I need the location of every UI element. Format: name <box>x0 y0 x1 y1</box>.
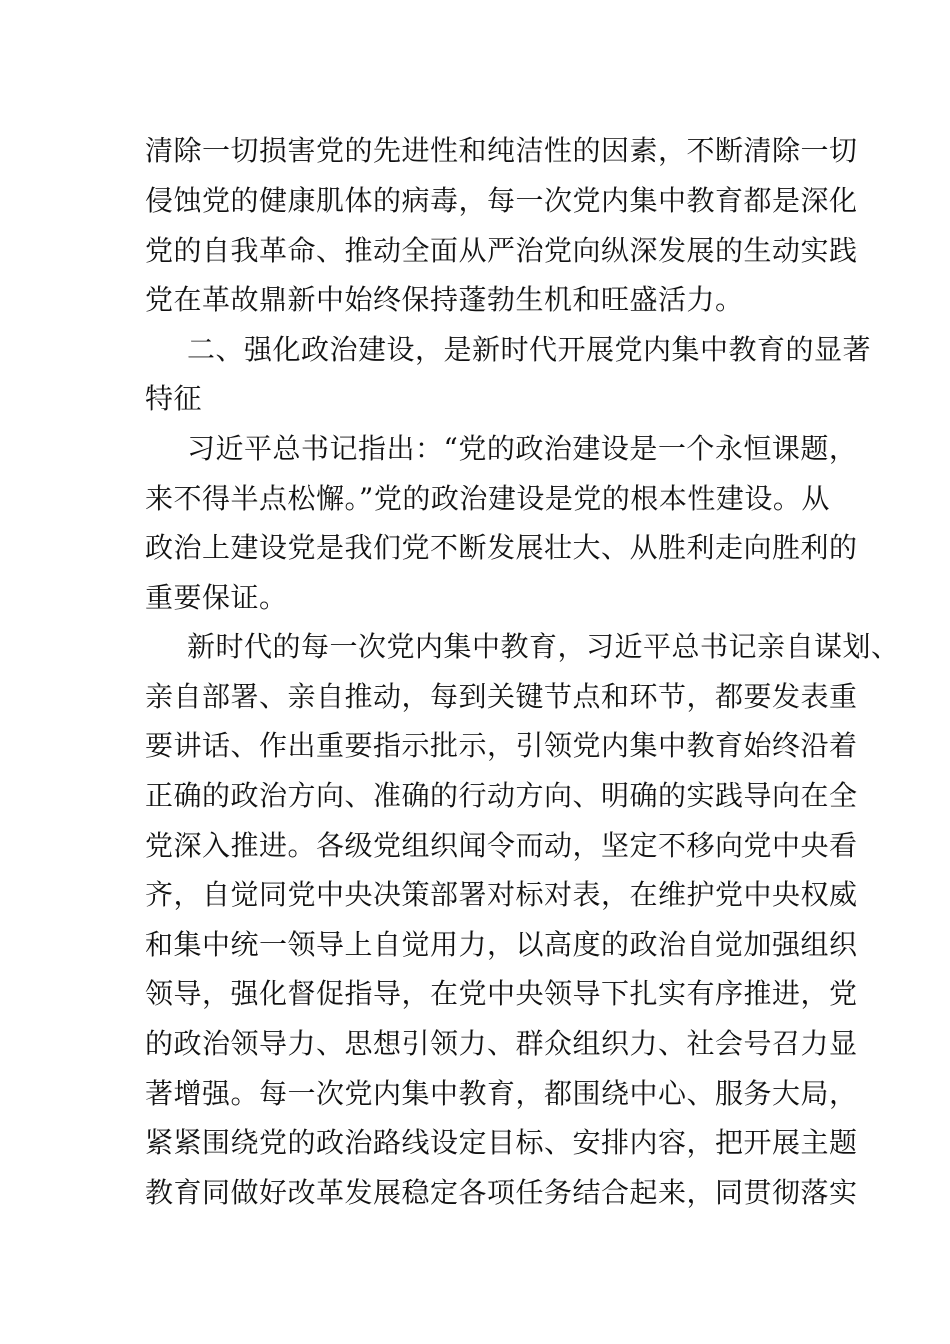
text-line: 齐，自觉同党中央决策部署对标对表，在维护党中央权威 <box>145 878 858 911</box>
section-heading-line: 特征 <box>145 382 203 415</box>
text-line: 党深入推进。各级党组织闻令而动，坚定不移向党中央看 <box>145 829 858 862</box>
text-line: 的政治领导力、思想引领力、群众组织力、社会号召力显 <box>145 1027 858 1060</box>
text-line: 政治上建设党是我们党不断发展壮大、从胜利走向胜利的 <box>145 531 858 564</box>
text-line: 清除一切损害党的先进性和纯洁性的因素，不断清除一切 <box>145 134 858 167</box>
text-line: 紧紧围绕党的政治路线设定目标、安排内容，把开展主题 <box>145 1126 858 1159</box>
text-line: 党在革故鼎新中始终保持蓬勃生机和旺盛活力。 <box>145 283 744 316</box>
section-heading-line: 二、强化政治建设，是新时代开展党内集中教育的显著 <box>187 333 872 366</box>
text-line: 正确的政治方向、准确的行动方向、明确的实践导向在全 <box>145 779 858 812</box>
text-line: 党的自我革命、推动全面从严治党向纵深发展的生动实践 <box>145 234 858 267</box>
text-line: 来不得半点松懈。”党的政治建设是党的根本性建设。从 <box>145 482 830 515</box>
text-line: 著增强。每一次党内集中教育，都围绕中心、服务大局， <box>145 1077 858 1110</box>
text-line: 领导，强化督促指导，在党中央领导下扎实有序推进，党 <box>145 977 858 1010</box>
text-line: 新时代的每一次党内集中教育，习近平总书记亲自谋划、 <box>187 630 900 663</box>
text-line: 要讲话、作出重要指示批示，引领党内集中教育始终沿着 <box>145 729 858 762</box>
text-line: 亲自部署、亲自推动，每到关键节点和环节，都要发表重 <box>145 680 858 713</box>
text-line: 重要保证。 <box>145 581 288 614</box>
text-line: 侵蚀党的健康肌体的病毒，每一次党内集中教育都是深化 <box>145 184 858 217</box>
text-line: 教育同做好改革发展稳定各项任务结合起来，同贯彻落实 <box>145 1176 858 1209</box>
text-line: 和集中统一领导上自觉用力，以高度的政治自觉加强组织 <box>145 928 858 961</box>
text-line: 习近平总书记指出：“党的政治建设是一个永恒课题， <box>187 432 858 465</box>
